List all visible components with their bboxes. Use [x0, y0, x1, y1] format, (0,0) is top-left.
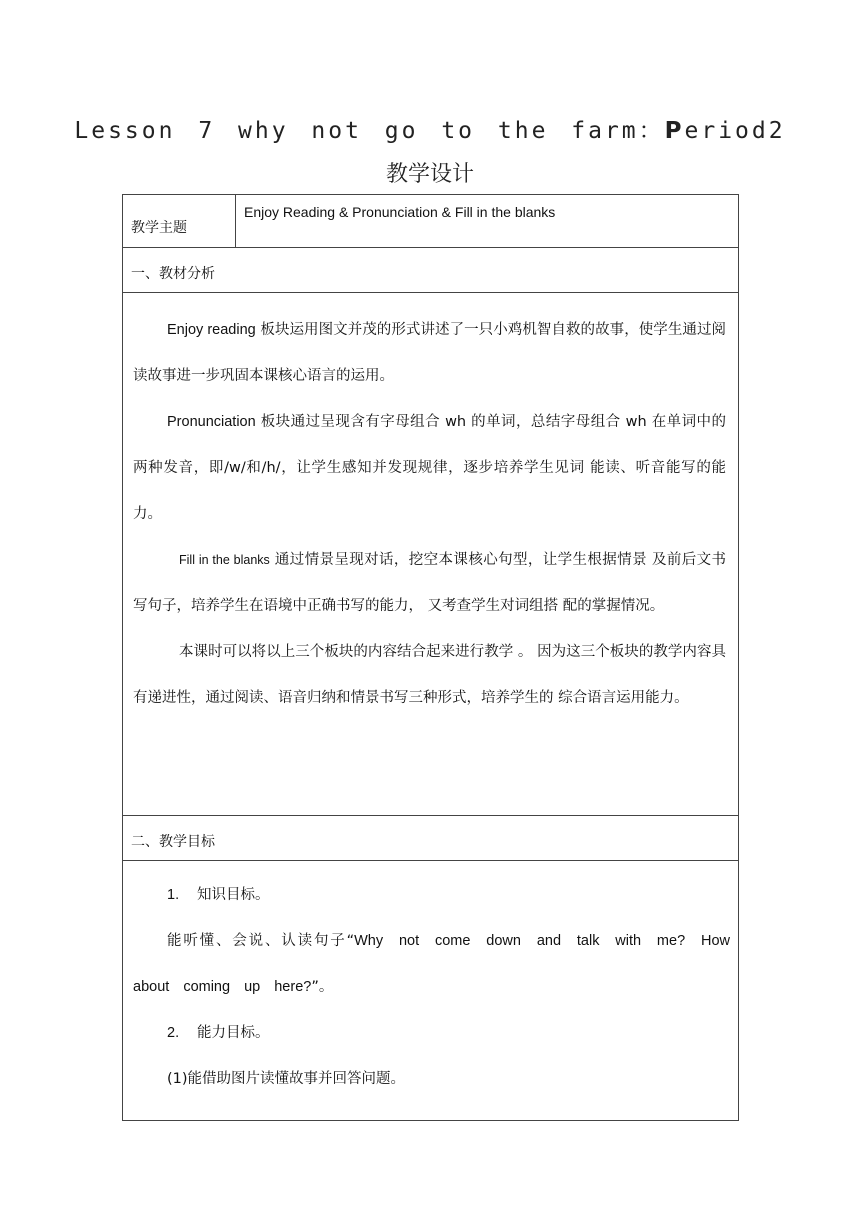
lesson-plan-table: [122, 194, 739, 1121]
goal-item-knowledge: [123, 872, 738, 918]
section2-body-row: [123, 861, 739, 1121]
analysis-paragraph-fill-blanks: [123, 537, 738, 629]
topic-label-cell: [123, 195, 236, 248]
topic-value: Enjoy Reading & Pronunciation & Fill in the blanks: [244, 204, 556, 220]
paragraph-text: 本课时可以将以上三个板块的内容结合起来进行教学 。 因为这三个板块的教学内容具有递进性，通过阅读、语音归纳和情景书写三种形式，培养学生的 综合语言运用能力。: [133, 644, 726, 706]
sentence-prefix: 能听懂、会说、认读句子“: [167, 933, 355, 949]
goal-title: 知识目标。: [197, 887, 270, 903]
topic-row: [123, 195, 739, 248]
title-prefix: Lesson 7 why not go to the farm：: [74, 118, 665, 144]
goal-knowledge-sentence: [123, 918, 738, 1010]
analysis-paragraph-reading: [123, 307, 738, 399]
title-suffix: eriod2: [684, 118, 786, 144]
document-subtitle: 教学设计: [385, 162, 474, 187]
section2-heading-cell: [123, 816, 739, 861]
goal-item-ability: [123, 1010, 738, 1056]
paragraph-text: 通过情景呈现对话，挖空本课核心句型，让学生根据情景 及前后文书写句子，培养学生在语境中正确书写的能力， 又考查学生对词组搭 配的掌握情况。: [133, 552, 727, 614]
section1-heading-row: [123, 248, 739, 293]
analysis-paragraph-summary: [123, 629, 738, 721]
paragraph-text: 板块通过呈现含有字母组合 wh 的单词，总结字母组合 wh 在单词中的两种发音，即/w/和/h/，让学生感知并发现规律，逐步培养学生见词 能读、听音能写的能力。: [133, 414, 726, 522]
document-title: [0, 112, 860, 145]
paragraph-latin-term: Enjoy reading: [167, 322, 256, 338]
analysis-paragraph-pronunciation: [123, 399, 738, 537]
section1-body-cell: [123, 293, 739, 816]
goal-number: 1.: [167, 887, 180, 903]
section1-heading-cell: [123, 248, 739, 293]
goal-number: 2.: [167, 1025, 180, 1041]
title-bold-letter: P: [664, 118, 685, 144]
topic-value-cell: [236, 195, 739, 248]
paragraph-latin-term: Fill in the blanks: [179, 553, 270, 567]
section1-body-row: [123, 293, 739, 816]
goal-title: 能力目标。: [197, 1025, 270, 1041]
topic-label: 教学主题: [131, 220, 187, 236]
section2-heading: 二、教学目标: [131, 834, 215, 850]
sentence-english: Why not come down and talk with me? How about coming up here?: [133, 933, 731, 995]
paragraph-text: 板块运用图文并茂的形式讲述了一只小鸡机智自救的故事，使学生通过阅读故事进一步巩固本课核心语言的运用。: [133, 322, 727, 384]
goal-ability-sub-item: (1)能借助图片读懂故事并回答问题。: [167, 1071, 406, 1087]
sentence-suffix: ”。: [311, 979, 334, 995]
section1-heading: 一、教材分析: [131, 266, 215, 282]
paragraph-latin-term: Pronunciation: [167, 414, 256, 430]
section2-heading-row: [123, 816, 739, 861]
section2-body-cell: [123, 861, 739, 1121]
